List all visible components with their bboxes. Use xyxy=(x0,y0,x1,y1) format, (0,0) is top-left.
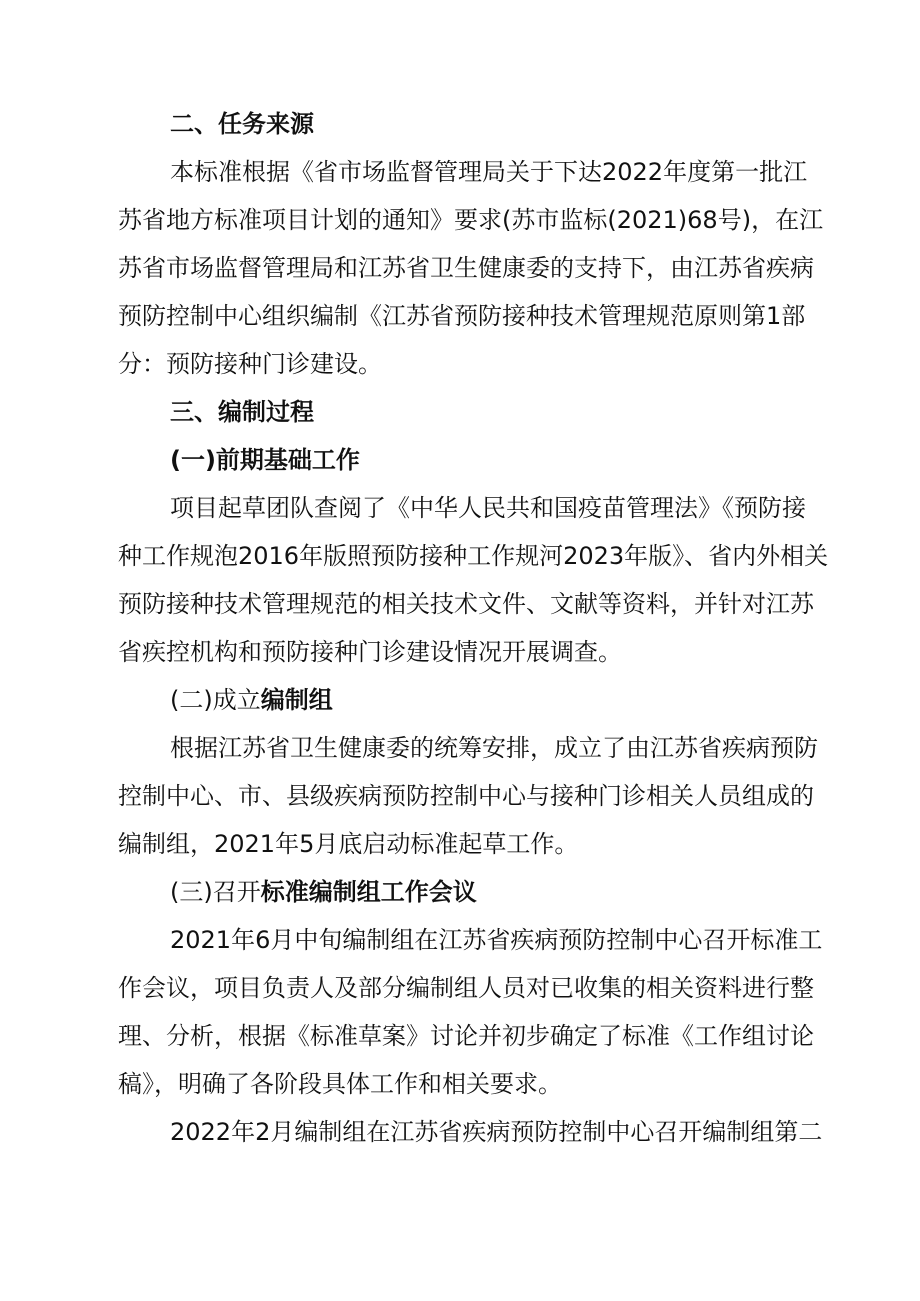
paragraph-line: 2022年2月编制组在江苏省疾病预防控制中心召开编制组第二 xyxy=(170,1118,823,1146)
section-heading-task-source: 二、任务来源 xyxy=(170,110,314,138)
subsection-heading-bold: 编制组 xyxy=(260,686,333,714)
paragraph-line: 项目起草团队查阅了《中华人民共和国疫苗管理法》《预防接 xyxy=(170,494,806,522)
paragraph-line: 2021年6月中旬编制组在江苏省疾病预防控制中心召开标准工 xyxy=(170,926,823,954)
paragraph-line: 控制中心、市、县级疾病预防控制中心与接种门诊相关人员组成的 xyxy=(118,782,814,810)
subsection-heading-form-group xyxy=(118,676,808,724)
paragraph-line: 种工作规泡2016年版照预防接种工作规河2023年版》、省内外相关 xyxy=(118,542,829,570)
paragraph-line: 分：预防接种门诊建设。 xyxy=(118,350,382,378)
paragraph-line: 苏省地方标准项目计划的通知》要求(苏市监标(2021)68号)，在江 xyxy=(118,206,824,234)
document-body xyxy=(118,100,829,1156)
paragraph-line: 预防接种技术管理规范的相关技术文件、文献等资料，并针对江苏 xyxy=(118,590,814,618)
paragraph-line: 作会议，项目负责人及部分编制组人员对已收集的相关资料进行整 xyxy=(118,974,814,1002)
subsection-heading-meeting xyxy=(118,868,808,916)
subsection-heading-bold: 标准编制组工作会议 xyxy=(260,878,477,906)
subsection-heading-preliminary-work: (一)前期基础工作 xyxy=(170,446,360,474)
paragraph-line: 省疾控机构和预防接种门诊建设情况开展调查。 xyxy=(118,638,622,666)
section-heading-compilation-process: 三、编制过程 xyxy=(170,398,314,426)
paragraph-line: 根据江苏省卫生健康委的统筹安排，成立了由江苏省疾病预防 xyxy=(170,734,818,762)
subsection-heading-prefix: (三)召开 xyxy=(170,878,261,906)
paragraph-line: 预防控制中心组织编制《江苏省预防接种技术管理规范原则第1部 xyxy=(118,302,806,330)
paragraph-line: 稿》，明确了各阶段具体工作和相关要求。 xyxy=(118,1070,562,1098)
paragraph-line: 本标准根据《省市场监督管理局关于下达2022年度第一批江 xyxy=(170,158,808,186)
subsection-heading-prefix: (二)成立 xyxy=(170,686,261,714)
paragraph-line: 苏省市场监督管理局和江苏省卫生健康委的支持下，由江苏省疾病 xyxy=(118,254,814,282)
paragraph-line: 理、分析，根据《标准草案》讨论并初步确定了标准《工作组讨论 xyxy=(118,1022,814,1050)
paragraph-line: 编制组，2021年5月底启动标准起草工作。 xyxy=(118,830,579,858)
